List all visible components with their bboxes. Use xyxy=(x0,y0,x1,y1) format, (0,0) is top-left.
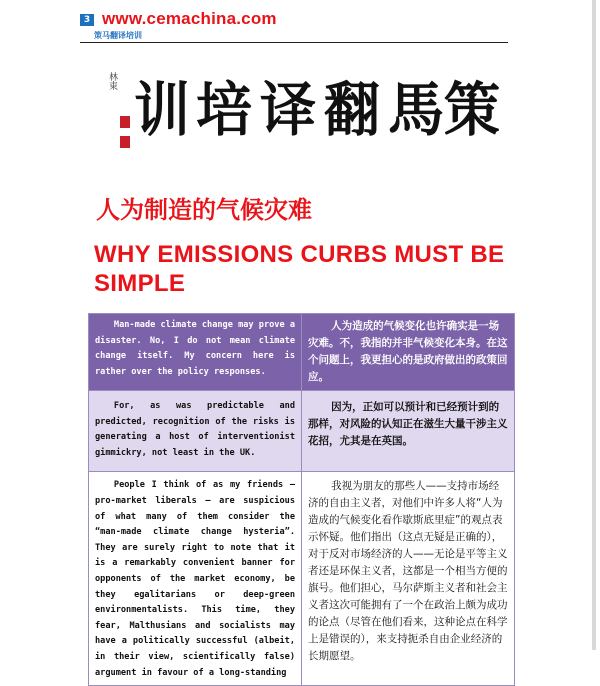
table-row xyxy=(89,391,515,472)
calligraphy-signature: 林東 xyxy=(107,72,117,90)
calligraphy-char: 馬 xyxy=(388,75,444,145)
seal-stamp-icon xyxy=(120,116,130,128)
calligraphy-char: 译 xyxy=(260,75,316,145)
chinese-paragraph: 因为，正如可以预计和已经预计到的那样，对风险的认知正在滋生大量干涉主义花招，尤其是在英国。 xyxy=(302,391,515,472)
calligraphy-char: 翻 xyxy=(324,75,380,145)
site-subtitle: 策马翻译培训 xyxy=(94,31,142,40)
bilingual-text-table xyxy=(88,313,515,686)
table-row xyxy=(89,314,515,391)
page-header xyxy=(80,9,508,43)
seal-stamp-icon xyxy=(120,136,130,148)
article-title-cn: 人为制造的气候灾难 xyxy=(96,196,312,224)
table-row xyxy=(89,472,515,686)
english-paragraph: For, as was predictable and predicted, recognition of the risks is generating a host of interventionist gimmickry, not least in the UK. xyxy=(89,391,302,472)
calligraphy-char: 策 xyxy=(444,75,500,145)
calligraphy-logo xyxy=(100,62,500,162)
calligraphy-char: 训 xyxy=(134,75,190,145)
site-url[interactable]: www.cemachina.com xyxy=(102,9,277,28)
english-paragraph: Man-made climate change may prove a disaster. No, I do not mean climate change itself. My concern here is rather over the policy responses. xyxy=(89,314,302,391)
english-paragraph: People I think of as my friends – pro-market liberals – are suspicious of what many of them consider the “man-made climate change hysteria”. They are surely right to note that it is a remarkably convenient banner for opponents of the market economy, be they egalitarians or deep-green environmentalists. This time, they fear, Malthusians and socialists may have a politically successful (albeit, in their view, scientifically false) argument in favour of a long-standing xyxy=(89,472,302,686)
chinese-paragraph: 人为造成的气候变化也许确实是一场灾难。不，我指的并非气候变化本身。在这个问题上，我更担心的是政府做出的政策回应。 xyxy=(302,314,515,391)
page-number: 3 xyxy=(80,14,94,26)
chinese-paragraph: 我视为朋友的那些人——支持市场经济的自由主义者，对他们中许多人将“人为造成的气候变化看作歇斯底里症”的观点表示怀疑。他们指出（这点无疑是正确的），对于反对市场经济的人——无论是平等主义者还是环保主义者，这都是一个相当方便的旗号。他们担心，马尔萨斯主义者和社会主义者这次可能拥有了一个在政治上颇为成功的论点（尽管在他们看来，这种论点在科学上是错误的），来支持扼杀自由企业经济的长期愿望。 xyxy=(302,472,515,686)
calligraphy-char: 培 xyxy=(196,75,252,145)
article-title-en: WHY EMISSIONS CURBS MUST BE SIMPLE xyxy=(94,241,505,297)
